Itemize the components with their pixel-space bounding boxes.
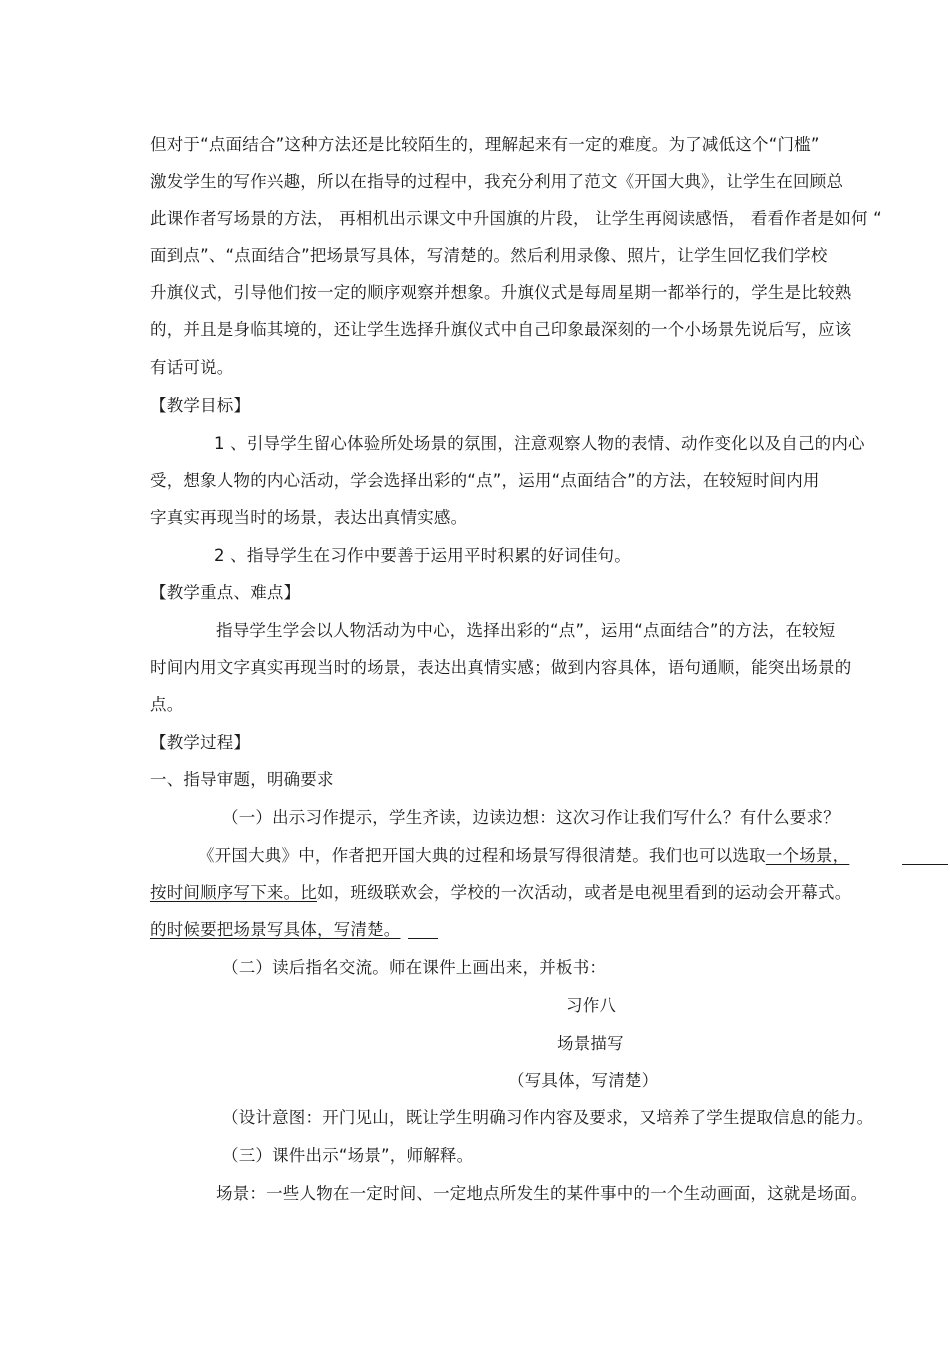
intro-line-2: 激发学生的写作兴趣，所以在指导的过程中，我充分利用了范文《开国大典》，让学生在回顾总 [150,172,844,191]
board-note: （写具体，写清楚） [508,1071,659,1090]
objective-1-line-1: 1 、引导学生留心体验所处场景的氛围，注意观察人物的表情、动作变化以及自己的内心 [214,434,865,453]
intro-line-1: 但对于“点面结合”这种方法还是比较陌生的，理解起来有一定的难度。为了减低这个“门槛” [150,135,820,154]
prompt-line-2-underlined: 按时间顺序写下来。比 [150,883,317,902]
objective-1-line-3: 字真实再现当时的场景，表达出真情实感。 [150,508,468,527]
prompt-line-1-underlined: 一个场景， [765,846,850,865]
prompt-line-3: 的时候要把场景写具体，写清楚。 [150,920,401,939]
prompt-line-1 [198,844,849,868]
board-title: 习作八 [566,996,617,1015]
design-intent: （设计意图：开门见山，既让学生明确习作内容及要求，又培养了学生提取信息的能力。 [222,1108,874,1127]
intro-line-6: 的，并且是身临其境的，还让学生选择升旗仪式中自己印象最深刻的一个小场景先说后写，应该 [150,320,852,339]
prompt-line-2-text: 如，班级联欢会，学校的一次活动，或者是电视里看到的运动会开幕式。 [317,883,852,902]
underline-extension [902,864,948,865]
key-points-line-2: 时间内用文字真实再现当时的场景，表达出真情实感；做到内容具体，语句通顺，能突出场景的 [150,658,852,677]
section-1-title: 一、指导审题，明确要求 [150,770,334,789]
intro-line-7: 有话可说。 [150,358,234,377]
key-points-line-1: 指导学生学会以人物活动为中心，选择出彩的“点”，运用“点面结合”的方法，在较短 [216,621,836,640]
step-1: （一）出示习作提示，学生齐读，边读边想：这次习作让我们写什么？有什么要求？ [222,808,840,827]
intro-line-3: 此课作者写场景的方法， 再相机出示课文中升国旗的片段， 让学生再阅读感悟， 看看作者是如何 “ [150,209,882,228]
key-points-heading: 【教学重点、难点】 [150,583,301,602]
intro-line-5: 升旗仪式，引导他们按一定的顺序观察并想象。升旗仪式是每周星期一都举行的，学生是比较熟 [150,283,852,302]
underline-extension-2 [408,938,438,939]
scene-definition: 场景：一些人物在一定时间、一定地点所发生的某件事中的一个生动画面，这就是场面。 [216,1184,868,1203]
prompt-line-1-text: 《开国大典》中，作者把开国大典的过程和场景写得很清楚。我们也可以选取 [198,846,766,865]
process-heading: 【教学过程】 [150,733,251,752]
board-subtitle: 场景描写 [557,1034,624,1053]
objective-2: 2 、指导学生在习作中要善于运用平时积累的好词佳句。 [214,546,631,565]
key-points-line-3: 点。 [150,695,184,714]
intro-line-4: 面到点”、“点面结合”把场景写具体，写清楚的。然后利用录像、照片，让学生回忆我们学校 [150,246,828,265]
objectives-heading: 【教学目标】 [150,396,251,415]
step-2: （二）读后指名交流。师在课件上画出来，并板书： [222,958,607,977]
step-3: （三）课件出示“场景”，师解释。 [222,1146,474,1165]
objective-1-line-2: 受，想象人物的内心活动，学会选择出彩的“点”，运用“点面结合”的方法，在较短时间内用 [150,471,820,490]
prompt-line-2 [150,881,851,905]
